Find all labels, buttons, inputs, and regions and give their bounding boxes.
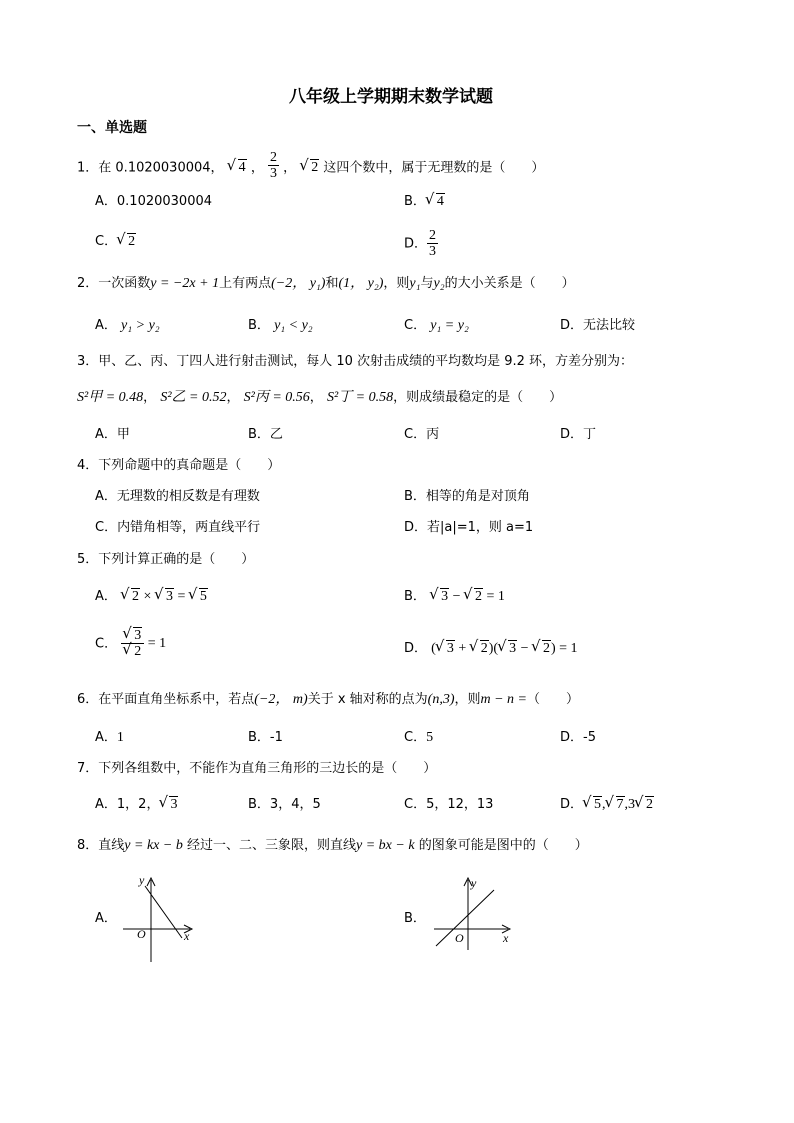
question-5-stem: 5．下列计算正确的是（ ）: [77, 552, 255, 567]
x-axis-label: x: [184, 929, 190, 943]
option-c[interactable]: C． y₁ = y₂: [404, 318, 469, 333]
option-c[interactable]: C．5: [404, 730, 434, 745]
option-c[interactable]: C．√ 2: [95, 235, 136, 249]
option-d[interactable]: D．无法比较: [560, 318, 636, 333]
option-b[interactable]: B．乙: [248, 427, 283, 442]
question-8-stem: 8．直线y = kx − b 经过一、二、三象限，则直线y = bx − k 的图象可能是图中的（ ）: [77, 838, 588, 853]
option-a[interactable]: A．: [95, 911, 117, 926]
option-b[interactable]: B． √ 3 − √ 2 = 1: [404, 590, 505, 604]
option-d[interactable]: D．√ 5,√ 7,3√ 2: [560, 798, 654, 812]
origin-label: O: [455, 931, 464, 945]
question-1-stem: 1．在 0.1020030004， √ 4 ， $\frac{2}{3}$ ， √ 2 这四个数中，属于无理数的是（ ）: [77, 152, 544, 184]
option-a[interactable]: A．甲: [95, 427, 130, 442]
y-axis-label: y: [471, 876, 477, 890]
x-axis-label: x: [503, 931, 509, 945]
section-heading: 一、单选题: [77, 120, 147, 136]
question-4-stem: 4．下列命题中的真命题是（ ）: [77, 458, 281, 473]
page-title: 八年级上学期期末数学试题: [289, 87, 493, 107]
question-3-variances: S²甲 = 0.48， S²乙 = 0.52， S²丙 = 0.56， S²丁 = 0.58，则成绩最稳定的是（ ）: [77, 390, 563, 405]
question-number: 1．: [77, 160, 99, 176]
question-6-stem: 6．在平面直角坐标系中，若点(−2， m)关于 x 轴对称的点为(n,3)，则m − n =（ ）: [77, 692, 580, 707]
fraction: $\frac{2}{3}$: [269, 150, 277, 182]
option-a[interactable]: A． √ 2 × √ 3 = √ 5: [95, 590, 208, 604]
option-d[interactable]: D． (√ 3 + √ 2)(√ 3 − √ 2) = 1: [404, 642, 578, 656]
option-c[interactable]: C．丙: [404, 427, 440, 442]
question-2-stem: 2．一次函数y = −2x + 1上有两点(−2， y₁)和(1， y₂)，则y₁与y₂的大小关系是（ ）: [77, 276, 575, 291]
option-d[interactable]: D．若|a|=1，则 a=1: [404, 520, 534, 535]
option-a[interactable]: A．0.1020030004: [95, 194, 213, 209]
option-a[interactable]: A．1，2，√ 3: [95, 798, 178, 812]
sqrt-expression: √ 2: [300, 161, 319, 175]
option-b[interactable]: B．相等的角是对顶角: [404, 489, 530, 504]
option-b[interactable]: B．: [404, 911, 426, 926]
stem-text: 这四个数中，属于无理数的是（ ）: [323, 160, 545, 176]
origin-label: O: [137, 927, 146, 941]
option-d[interactable]: D．丁: [560, 427, 597, 442]
option-b[interactable]: B．√ 4: [404, 195, 445, 209]
option-a[interactable]: A．1: [95, 730, 124, 745]
option-b[interactable]: B．3，4，5: [248, 797, 321, 812]
question-3-stem: 3．甲、乙、丙、丁四人进行射击测试，每人 10 次射击成绩的平均数均是 9.2 环，方差分别为：: [77, 354, 634, 369]
question-7-stem: 7．下列各组数中，不能作为直角三角形的三边长的是（ ）: [77, 761, 437, 776]
option-d[interactable]: D． $\frac{2}{3}$: [404, 228, 437, 260]
y-axis-label: y: [139, 873, 145, 887]
graph-option-b[interactable]: [430, 872, 520, 952]
option-b[interactable]: B． y₁ < y₂: [248, 318, 313, 333]
option-c[interactable]: C．5，12，13: [404, 797, 494, 812]
option-a[interactable]: A．无理数的相反数是有理数: [95, 489, 260, 504]
graph-option-a[interactable]: [118, 872, 198, 964]
sqrt-expression: √ 4: [228, 161, 247, 175]
option-a[interactable]: A． y₁ > y₂: [95, 318, 160, 333]
option-c[interactable]: C．内错角相等，两直线平行: [95, 520, 261, 535]
stem-text: 在 0.1020030004，: [98, 160, 224, 176]
option-c[interactable]: C． √ 3 √ 2 = 1: [95, 628, 166, 660]
option-b[interactable]: B．-1: [248, 730, 283, 745]
option-d[interactable]: D．-5: [560, 730, 596, 745]
